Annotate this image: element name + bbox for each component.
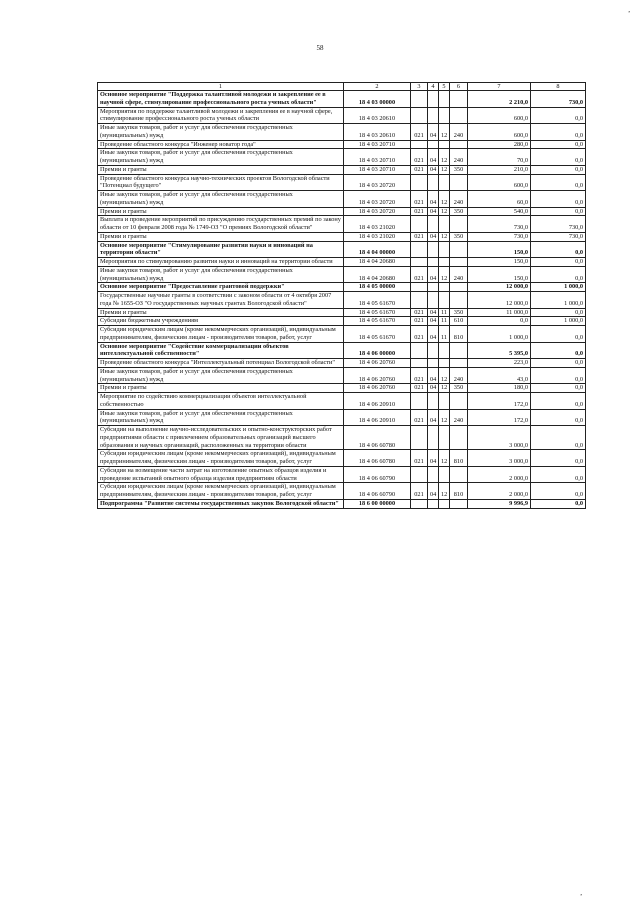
col-6-value	[450, 107, 468, 124]
col-6-value	[450, 393, 468, 410]
row-name: Субсидии бюджетным учреждениям	[98, 317, 344, 326]
col-6-value: 350	[450, 232, 468, 241]
header-cell: 4	[428, 83, 439, 91]
amount-col-7: 12 000,0	[468, 292, 531, 309]
col-4-value: 04	[428, 384, 439, 393]
amount-col-8: 730,0	[531, 216, 586, 233]
col-5-value: 12	[439, 165, 450, 174]
col-3-value	[411, 426, 428, 450]
row-name: Иные закупки товаров, работ и услуг для обеспечения государственных (муниципальных) нужд	[98, 191, 344, 208]
budget-code: 18 4 03 20710	[344, 140, 411, 149]
col-5-value: 12	[439, 266, 450, 283]
col-3-value	[411, 342, 428, 359]
col-4-value	[428, 258, 439, 267]
budget-code: 18 4 05 00000	[344, 283, 411, 292]
amount-col-8: 0,0	[531, 367, 586, 384]
table-row	[98, 367, 586, 384]
col-5-value: 12	[439, 207, 450, 216]
col-6-value: 240	[450, 124, 468, 141]
page-number: 58	[316, 44, 324, 52]
amount-col-7: 280,0	[468, 140, 531, 149]
row-name: Иные закупки товаров, работ и услуг для обеспечения государственных (муниципальных) нужд	[98, 149, 344, 166]
col-4-value	[428, 174, 439, 191]
amount-col-8: 730,0	[531, 232, 586, 241]
amount-col-7: 43,0	[468, 367, 531, 384]
table-row	[98, 140, 586, 149]
amount-col-8: 1 000,0	[531, 292, 586, 309]
col-6-value	[450, 174, 468, 191]
amount-col-7: 210,0	[468, 165, 531, 174]
col-3-value: 021	[411, 317, 428, 326]
row-name: Проведение областного конкурса научно-технических проектов Вологодской области "Потенциал будущего"	[98, 174, 344, 191]
amount-col-8: 0,0	[531, 483, 586, 500]
col-5-value: 12	[439, 124, 450, 141]
amount-col-7: 730,0	[468, 232, 531, 241]
col-5-value: 12	[439, 409, 450, 426]
corner-mark: ,	[628, 6, 630, 14]
col-3-value: 021	[411, 165, 428, 174]
col-3-value	[411, 91, 428, 108]
col-6-value: 350	[450, 308, 468, 317]
table-row	[98, 124, 586, 141]
table-row	[98, 149, 586, 166]
col-4-value	[428, 359, 439, 368]
table-row	[98, 393, 586, 410]
row-name: Премии и гранты	[98, 207, 344, 216]
col-5-value: 12	[439, 191, 450, 208]
budget-code: 18 4 03 20710	[344, 165, 411, 174]
col-3-value: 021	[411, 450, 428, 467]
table-row	[98, 207, 586, 216]
amount-col-8: 1 000,0	[531, 283, 586, 292]
amount-col-7: 11 000,0	[468, 308, 531, 317]
amount-col-7: 60,0	[468, 191, 531, 208]
budget-code: 18 4 04 00000	[344, 241, 411, 258]
header-cell: 2	[344, 83, 411, 91]
budget-code: 18 4 06 60790	[344, 483, 411, 500]
col-6-value	[450, 140, 468, 149]
col-6-value	[450, 241, 468, 258]
amount-col-8: 0,0	[531, 258, 586, 267]
row-name: Премии и гранты	[98, 308, 344, 317]
col-6-value	[450, 342, 468, 359]
amount-col-7: 150,0	[468, 241, 531, 258]
row-name: Выплата и проведение мероприятий по присуждению государственных премий по закону области от 10 февраля 2008 года № 1749-ОЗ "О премиях Вологодской области"	[98, 216, 344, 233]
col-3-value: 021	[411, 384, 428, 393]
table-row	[98, 241, 586, 258]
row-name: Субсидии юридическим лицам (кроме некоммерческих организаций), индивидуальным предпринимателям, физическим лицам - производителям товаров, работ, услуг	[98, 483, 344, 500]
budget-code: 18 4 03 20610	[344, 107, 411, 124]
amount-col-7: 730,0	[468, 216, 531, 233]
col-6-value: 240	[450, 367, 468, 384]
row-name: Иные закупки товаров, работ и услуг для обеспечения государственных (муниципальных) нужд	[98, 409, 344, 426]
col-4-value	[428, 426, 439, 450]
amount-col-8: 1 000,0	[531, 317, 586, 326]
col-5-value	[439, 140, 450, 149]
col-5-value: 11	[439, 308, 450, 317]
col-5-value: 11	[439, 317, 450, 326]
col-4-value: 04	[428, 191, 439, 208]
amount-col-8: 730,0	[531, 91, 586, 108]
col-5-value	[439, 241, 450, 258]
table-row	[98, 450, 586, 467]
col-4-value: 04	[428, 317, 439, 326]
col-5-value: 12	[439, 483, 450, 500]
table-row	[98, 483, 586, 500]
amount-col-8: 0,0	[531, 165, 586, 174]
amount-col-8: 0,0	[531, 149, 586, 166]
col-6-value	[450, 466, 468, 483]
col-4-value	[428, 292, 439, 309]
row-name: Иные закупки товаров, работ и услуг для обеспечения государственных (муниципальных) нужд	[98, 124, 344, 141]
amount-col-7: 1 000,0	[468, 326, 531, 343]
budget-code: 18 4 04 20680	[344, 258, 411, 267]
budget-code: 18 4 06 20910	[344, 409, 411, 426]
col-4-value: 04	[428, 266, 439, 283]
col-6-value	[450, 292, 468, 309]
amount-col-7: 600,0	[468, 174, 531, 191]
col-6-value: 810	[450, 326, 468, 343]
amount-col-8: 0,0	[531, 342, 586, 359]
row-name: Субсидии юридическим лицам (кроме некоммерческих организаций), индивидуальным предпринимателям, физическим лицам - производителям товаров, работ, услуг	[98, 450, 344, 467]
budget-code: 18 4 05 61670	[344, 317, 411, 326]
col-3-value: 021	[411, 266, 428, 283]
table-row	[98, 266, 586, 283]
table-row	[98, 91, 586, 108]
col-6-value: 240	[450, 266, 468, 283]
row-name: Мероприятия по стимулированию развития науки и инноваций на территории области	[98, 258, 344, 267]
header-cell: 6	[450, 83, 468, 91]
budget-code: 18 4 05 61670	[344, 292, 411, 309]
table-row	[98, 258, 586, 267]
row-name: Мероприятие по содействию коммерциализации объектов интеллектуальной собственностью	[98, 393, 344, 410]
table-row	[98, 426, 586, 450]
table-row	[98, 174, 586, 191]
row-name: Основное мероприятие "Поддержка талантливой молодежи и закрепление ее в научной сфере, стимулирование профессионального роста ученых области"	[98, 91, 344, 108]
col-3-value: 021	[411, 207, 428, 216]
col-4-value: 04	[428, 367, 439, 384]
header-cell: 8	[531, 83, 586, 91]
row-name: Основное мероприятие "Содействие коммерциализации объектов интеллектуальной собственности"	[98, 342, 344, 359]
table-row	[98, 232, 586, 241]
budget-code: 18 4 06 20910	[344, 393, 411, 410]
table-row	[98, 107, 586, 124]
col-3-value	[411, 499, 428, 508]
amount-col-8: 0,0	[531, 409, 586, 426]
col-3-value: 021	[411, 124, 428, 141]
header-cell: 3	[411, 83, 428, 91]
budget-code: 18 4 04 20680	[344, 266, 411, 283]
budget-code: 18 4 05 61670	[344, 326, 411, 343]
col-4-value: 04	[428, 450, 439, 467]
col-6-value	[450, 283, 468, 292]
col-5-value	[439, 426, 450, 450]
row-name: Субсидии на выполнение научно-исследовательских и опытно-конструкторских работ предприятиями области с привлечением образовательных организаций высшего образования и научных организаций, расположенных на территории области	[98, 426, 344, 450]
budget-code: 18 4 03 20710	[344, 149, 411, 166]
amount-col-8: 0,0	[531, 450, 586, 467]
col-3-value: 021	[411, 409, 428, 426]
col-4-value: 04	[428, 308, 439, 317]
amount-col-7: 5 395,0	[468, 342, 531, 359]
table-row	[98, 216, 586, 233]
budget-code: 18 4 03 20720	[344, 207, 411, 216]
row-name: Государственные научные гранты в соответствии с законом области от 4 октября 2007 года № 1655-ОЗ "О государственных научных грантах Вологодской области"	[98, 292, 344, 309]
table-row	[98, 466, 586, 483]
row-name: Проведение областного конкурса "Инженер новатор года"	[98, 140, 344, 149]
row-name: Подпрограмма "Развитие системы государственных закупок Вологодской области"	[98, 499, 344, 508]
amount-col-7: 9 996,9	[468, 499, 531, 508]
budget-code: 18 4 06 20760	[344, 384, 411, 393]
row-name: Премии и гранты	[98, 384, 344, 393]
amount-col-7: 2 000,0	[468, 466, 531, 483]
amount-col-7: 600,0	[468, 124, 531, 141]
amount-col-8: 0,0	[531, 384, 586, 393]
table-row	[98, 191, 586, 208]
col-3-value	[411, 393, 428, 410]
col-5-value: 12	[439, 367, 450, 384]
amount-col-7: 3 000,0	[468, 426, 531, 450]
col-5-value: 11	[439, 326, 450, 343]
col-4-value: 04	[428, 409, 439, 426]
amount-col-7: 600,0	[468, 107, 531, 124]
amount-col-8: 0,0	[531, 466, 586, 483]
budget-code: 18 4 03 21020	[344, 232, 411, 241]
row-name: Проведение областного конкурса "Интеллектуальный потенциал Вологодской области"	[98, 359, 344, 368]
amount-col-8: 0,0	[531, 207, 586, 216]
amount-col-8: 0,0	[531, 426, 586, 450]
budget-code: 18 4 06 20760	[344, 359, 411, 368]
col-5-value	[439, 359, 450, 368]
table-row	[98, 342, 586, 359]
col-5-value	[439, 258, 450, 267]
col-4-value	[428, 91, 439, 108]
amount-col-7: 12 000,0	[468, 283, 531, 292]
amount-col-8: 0,0	[531, 266, 586, 283]
col-6-value: 240	[450, 149, 468, 166]
table-row	[98, 165, 586, 174]
row-name: Мероприятия по поддержке талантливой молодежи и закрепления ее в научной сфере, стимулирование профессионального роста ученых области	[98, 107, 344, 124]
table-row	[98, 283, 586, 292]
budget-code: 18 4 03 21020	[344, 216, 411, 233]
col-3-value: 021	[411, 483, 428, 500]
col-3-value: 021	[411, 149, 428, 166]
col-4-value: 04	[428, 124, 439, 141]
amount-col-8: 0,0	[531, 140, 586, 149]
amount-col-8: 0,0	[531, 107, 586, 124]
col-3-value	[411, 466, 428, 483]
col-6-value	[450, 499, 468, 508]
col-6-value: 810	[450, 450, 468, 467]
col-3-value: 021	[411, 191, 428, 208]
amount-col-7: 3 000,0	[468, 450, 531, 467]
col-5-value	[439, 283, 450, 292]
col-5-value	[439, 342, 450, 359]
col-3-value	[411, 174, 428, 191]
amount-col-7: 70,0	[468, 149, 531, 166]
col-6-value: 350	[450, 384, 468, 393]
amount-col-7: 2 210,0	[468, 91, 531, 108]
col-4-value: 04	[428, 165, 439, 174]
col-4-value	[428, 283, 439, 292]
amount-col-8: 0,0	[531, 326, 586, 343]
col-5-value: 12	[439, 450, 450, 467]
amount-col-8: 0,0	[531, 124, 586, 141]
col-5-value: 12	[439, 232, 450, 241]
amount-col-7: 540,0	[468, 207, 531, 216]
amount-col-7: 223,0	[468, 359, 531, 368]
amount-col-8: 0,0	[531, 241, 586, 258]
col-3-value	[411, 283, 428, 292]
col-3-value	[411, 107, 428, 124]
col-5-value	[439, 107, 450, 124]
budget-code: 18 4 03 20720	[344, 174, 411, 191]
col-5-value	[439, 292, 450, 309]
col-4-value: 04	[428, 207, 439, 216]
budget-code: 18 4 06 20760	[344, 367, 411, 384]
col-3-value	[411, 258, 428, 267]
col-3-value	[411, 292, 428, 309]
amount-col-8: 0,0	[531, 174, 586, 191]
budget-code: 18 4 06 60780	[344, 426, 411, 450]
col-3-value	[411, 140, 428, 149]
amount-col-8: 0,0	[531, 359, 586, 368]
budget-table	[97, 82, 586, 509]
col-4-value	[428, 216, 439, 233]
foot-mark: ,	[580, 889, 582, 897]
col-5-value	[439, 466, 450, 483]
budget-code: 18 4 06 60780	[344, 450, 411, 467]
col-5-value	[439, 499, 450, 508]
amount-col-7: 2 000,0	[468, 483, 531, 500]
col-5-value	[439, 91, 450, 108]
col-6-value	[450, 216, 468, 233]
col-4-value	[428, 342, 439, 359]
col-3-value	[411, 216, 428, 233]
budget-code: 18 4 06 00000	[344, 342, 411, 359]
col-4-value: 04	[428, 483, 439, 500]
col-4-value	[428, 466, 439, 483]
col-4-value: 04	[428, 149, 439, 166]
col-4-value: 04	[428, 232, 439, 241]
col-6-value: 610	[450, 317, 468, 326]
col-4-value: 04	[428, 326, 439, 343]
amount-col-8: 0,0	[531, 393, 586, 410]
budget-code: 18 4 03 20610	[344, 124, 411, 141]
row-name: Основное мероприятие "Предоставление грантовой поддержки"	[98, 283, 344, 292]
table-row	[98, 326, 586, 343]
amount-col-8: 0,0	[531, 499, 586, 508]
amount-col-7: 180,0	[468, 384, 531, 393]
table-row	[98, 359, 586, 368]
col-5-value	[439, 393, 450, 410]
amount-col-7: 0,0	[468, 317, 531, 326]
budget-code: 18 4 05 61670	[344, 308, 411, 317]
col-6-value: 240	[450, 409, 468, 426]
col-6-value: 810	[450, 483, 468, 500]
col-3-value	[411, 241, 428, 258]
table-row	[98, 409, 586, 426]
table-row	[98, 308, 586, 317]
amount-col-8: 0,0	[531, 308, 586, 317]
col-4-value	[428, 140, 439, 149]
table-row	[98, 317, 586, 326]
row-name: Субсидия на возмещение части затрат на изготовление опытных образцов изделия и проведение испытаний опытного образца изделия предприятиям области	[98, 466, 344, 483]
col-5-value: 12	[439, 149, 450, 166]
col-5-value	[439, 174, 450, 191]
table-row	[98, 292, 586, 309]
col-4-value	[428, 241, 439, 258]
row-name: Субсидии юридическим лицам (кроме некоммерческих организаций), индивидуальным предпринимателям, физическим лицам - производителям товаров, работ, услуг	[98, 326, 344, 343]
col-6-value: 350	[450, 165, 468, 174]
col-3-value	[411, 359, 428, 368]
col-6-value	[450, 91, 468, 108]
table-body	[98, 83, 586, 509]
col-6-value: 350	[450, 207, 468, 216]
row-name: Иные закупки товаров, работ и услуг для обеспечения государственных (муниципальных) нужд	[98, 266, 344, 283]
row-name: Премии и гранты	[98, 165, 344, 174]
col-5-value: 12	[439, 384, 450, 393]
amount-col-8: 0,0	[531, 191, 586, 208]
row-name: Премии и гранты	[98, 232, 344, 241]
col-6-value	[450, 426, 468, 450]
budget-code: 18 6 00 00000	[344, 499, 411, 508]
amount-col-7: 172,0	[468, 393, 531, 410]
amount-col-7: 150,0	[468, 266, 531, 283]
col-3-value: 021	[411, 308, 428, 317]
col-4-value	[428, 393, 439, 410]
row-name: Основное мероприятие "Стимулирование развития науки и инноваций на территории области"	[98, 241, 344, 258]
table-row	[98, 499, 586, 508]
table-row	[98, 384, 586, 393]
col-3-value: 021	[411, 232, 428, 241]
amount-col-7: 172,0	[468, 409, 531, 426]
col-4-value	[428, 107, 439, 124]
header-cell: 1	[98, 83, 344, 91]
amount-col-7: 150,0	[468, 258, 531, 267]
row-name: Иные закупки товаров, работ и услуг для обеспечения государственных (муниципальных) нужд	[98, 367, 344, 384]
col-6-value	[450, 258, 468, 267]
col-6-value: 240	[450, 191, 468, 208]
header-row	[98, 83, 586, 91]
budget-code: 18 4 03 20720	[344, 191, 411, 208]
col-3-value: 021	[411, 367, 428, 384]
header-cell: 5	[439, 83, 450, 91]
budget-code: 18 4 03 00000	[344, 91, 411, 108]
col-4-value	[428, 499, 439, 508]
budget-code: 18 4 06 60790	[344, 466, 411, 483]
header-cell: 7	[468, 83, 531, 91]
col-6-value	[450, 359, 468, 368]
col-3-value: 021	[411, 326, 428, 343]
col-5-value	[439, 216, 450, 233]
